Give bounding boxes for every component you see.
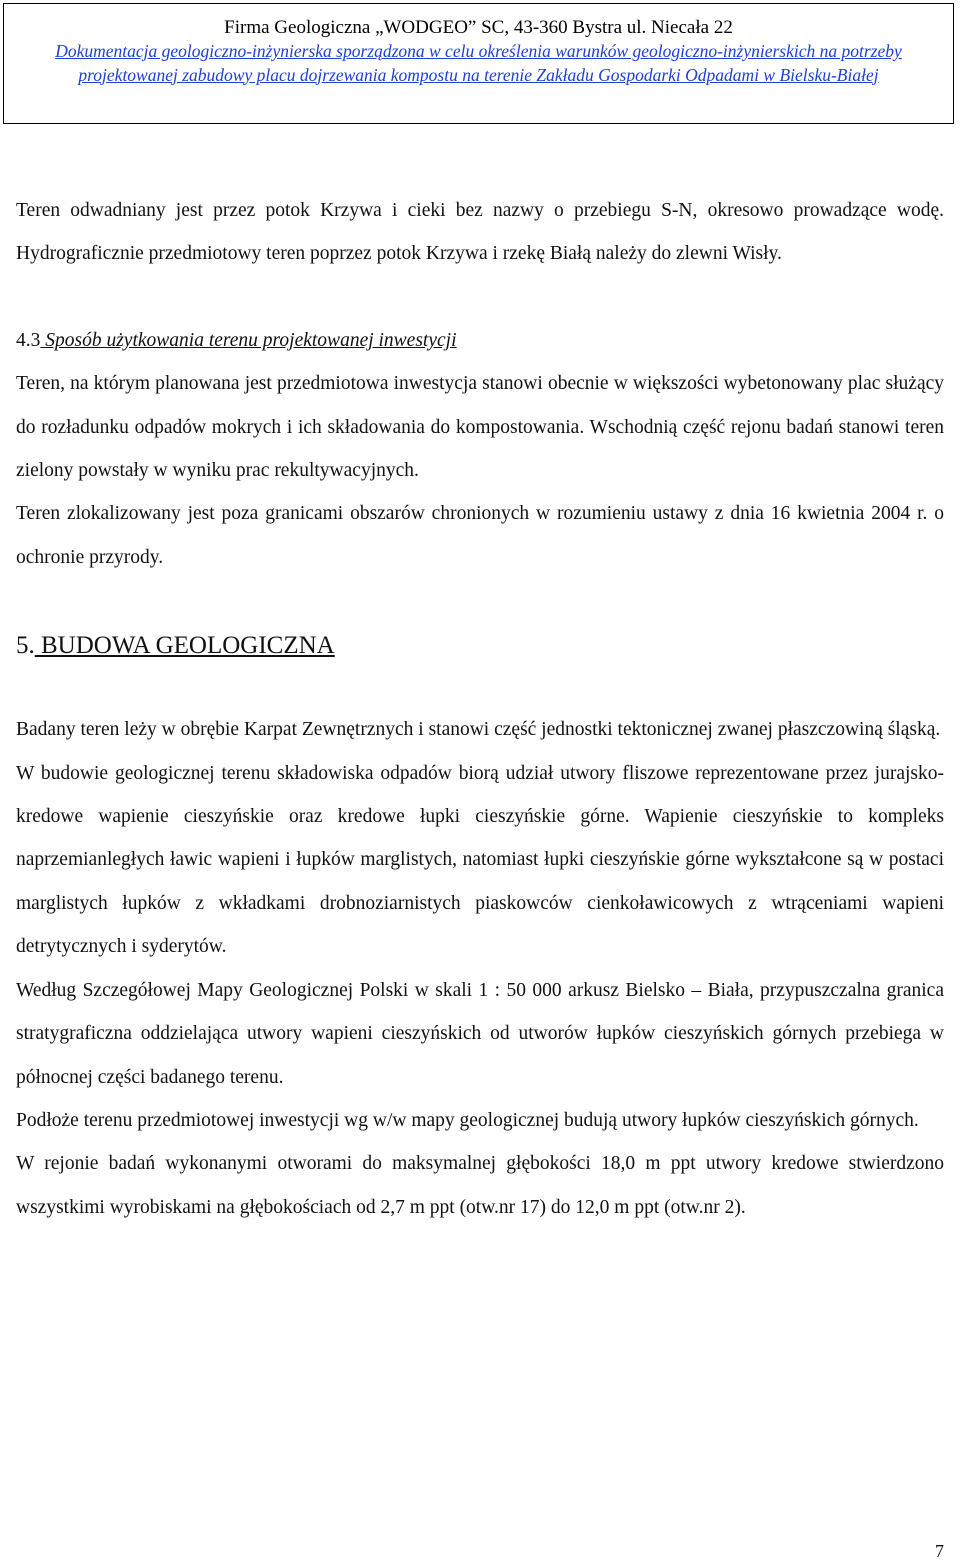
section-4-3-heading <box>16 319 944 362</box>
section-4-3-title-text: Sposób użytkowania terenu projektowanej inwestycji <box>45 329 457 351</box>
document-header <box>3 3 954 124</box>
document-title: Dokumentacja geologiczno-inżynierska sporządzona w celu określenia warunków geologiczno-inżynierskich na potrzeby projektowanej zabudowy placu dojrzewania kompostu na terenie Zakładu Gospodarki Odpadami w Bielsku-Białej <box>55 41 902 85</box>
firm-name: Firma Geologiczna „WODGEO” SC, 43-360 Bystra ul. Niecała 22 <box>224 17 733 38</box>
page-number: 7 <box>935 1541 944 1561</box>
section-5-paragraph-4: Podłoże terenu przedmiotowej inwestycji wg w/w mapy geologicznej budują utwory łupków cieszyńskich górnych. <box>16 1109 919 1131</box>
section-5-heading <box>16 624 944 667</box>
section-5-paragraph-3: Według Szczegółowej Mapy Geologicznej Polski w skali 1 : 50 000 arkusz Bielsko – Biała, przypuszczalna granica stratygraficzna oddzielająca utwory wapieni cieszyńskich od utworów łupków cieszyńskich górnych przebiega w północnej części badanego terenu. <box>16 979 944 1088</box>
section-5-number: 5. <box>16 632 35 660</box>
section-4-3-number: 4.3 <box>16 329 41 351</box>
section-4-3-paragraph-2: Teren zlokalizowany jest poza granicami obszarów chronionych w rozumieniu ustawy z dnia 16 kwietnia 2004 r. o ochronie przyrody. <box>16 503 944 568</box>
section-4-3-title <box>40 330 456 351</box>
section-5-paragraph-2: W budowie geologicznej terenu składowiska odpadów biorą udział utwory fliszowe reprezentowane przez jurajsko-kredowe wapienie cieszyńskie oraz kredowe łupki cieszyńskie górne. Wapienie cieszyńskie to kompleks naprzemianległych ławic wapieni i łupków marglistych, natomiast łupki cieszyńskie górne wykształcone są w postaci marglistych łupków z wkładkami drobnoziarnistych piaskowców cienkoławicowych z wtrąceniami wapieni detrytycznych i syderytów. <box>16 762 944 958</box>
section-5-paragraph-1: Badany teren leży w obrębie Karpat Zewnętrznych i stanowi część jednostki tektonicznej zwanej płaszczowiną śląską. <box>16 719 941 741</box>
section-4-3-paragraph-1: Teren, na którym planowana jest przedmiotowa inwestycja stanowi obecnie w większości wybetonowany plac służący do rozładunku odpadów mokrych i ich składowania do kompostowania. Wschodnią część rejonu badań stanowi teren zielony powstały w wyniku prac rekultywacyjnych. <box>16 373 944 482</box>
section-5-title-text: BUDOWA GEOLOGICZNA <box>41 632 335 660</box>
spacer <box>16 276 944 319</box>
page-content <box>16 189 944 1229</box>
section-5-paragraph-5: W rejonie badań wykonanymi otworami do maksymalnej głębokości 18,0 m ppt utwory kredowe stwierdzono wszystkimi wyrobiskami na głębokościach od 2,7 m ppt (otw.nr 17) do 12,0 m ppt (otw.nr 2). <box>16 1153 944 1218</box>
intro-paragraph: Teren odwadniany jest przez potok Krzywa i cieki bez nazwy o przebiegu S-N, okresowo prowadzące wodę. Hydrograficznie przedmiotowy teren poprzez potok Krzywa i rzekę Białą należy do zlewni Wisły. <box>16 200 944 265</box>
spacer <box>16 665 944 708</box>
section-5-title <box>35 632 335 659</box>
spacer <box>16 579 944 622</box>
